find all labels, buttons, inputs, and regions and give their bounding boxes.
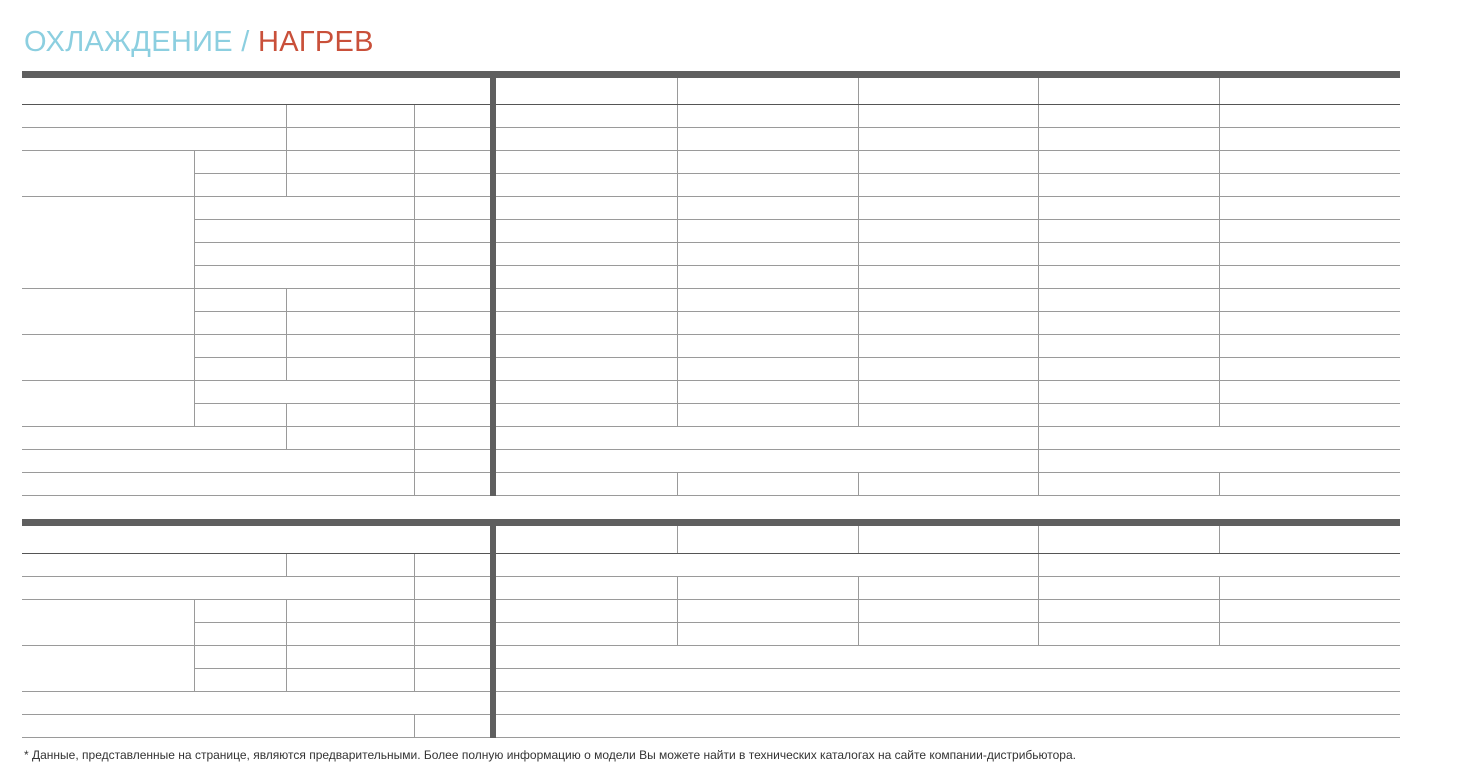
- column-divider: [1219, 105, 1220, 128]
- value-cell: [677, 473, 858, 496]
- column-divider: [677, 174, 678, 197]
- column-divider: [1038, 554, 1039, 577]
- column-divider: [414, 715, 415, 738]
- value-cell: [677, 197, 858, 220]
- value-cell: [1038, 220, 1219, 243]
- column-divider: [858, 473, 859, 496]
- column-divider: [677, 600, 678, 623]
- value-cell: [1219, 404, 1400, 427]
- full-width-value: [496, 669, 1400, 692]
- column-divider: [677, 577, 678, 600]
- row-divider: [22, 150, 490, 151]
- value-cell: [858, 128, 1039, 151]
- column-divider: [858, 404, 859, 427]
- full-width-value: [496, 646, 1400, 669]
- model-header: [1038, 526, 1219, 554]
- value-cell: [1219, 600, 1400, 623]
- column-divider: [286, 105, 287, 128]
- column-divider: [677, 312, 678, 335]
- column-divider: [1219, 381, 1220, 404]
- column-divider: [1038, 358, 1039, 381]
- column-divider: [1038, 526, 1039, 554]
- column-divider: [414, 128, 415, 151]
- column-divider: [677, 473, 678, 496]
- column-divider: [1219, 78, 1220, 105]
- column-divider: [1038, 335, 1039, 358]
- column-divider: [194, 600, 195, 623]
- column-divider: [1038, 78, 1039, 105]
- column-divider: [194, 404, 195, 427]
- value-cell: [858, 151, 1039, 174]
- column-divider: [1219, 266, 1220, 289]
- column-divider: [858, 266, 859, 289]
- merged-value-cell: [1038, 554, 1400, 577]
- column-divider: [1219, 289, 1220, 312]
- column-divider: [286, 358, 287, 381]
- column-divider: [1038, 473, 1039, 496]
- value-cell: [1219, 623, 1400, 646]
- column-divider: [414, 197, 415, 220]
- column-divider: [1038, 577, 1039, 600]
- column-divider: [858, 197, 859, 220]
- value-cell: [1038, 312, 1219, 335]
- value-cell: [858, 243, 1039, 266]
- column-divider: [414, 646, 415, 669]
- value-cell: [496, 220, 677, 243]
- column-divider: [194, 266, 195, 289]
- column-divider: [414, 243, 415, 266]
- row-divider: [22, 127, 490, 128]
- model-header: [858, 78, 1039, 105]
- outdoor-unit-table: [22, 519, 1400, 739]
- column-divider: [677, 335, 678, 358]
- value-cell: [858, 404, 1039, 427]
- value-cell: [677, 128, 858, 151]
- column-divider: [1038, 197, 1039, 220]
- row-divider: [22, 599, 490, 600]
- column-divider: [194, 623, 195, 646]
- value-cell: [1219, 220, 1400, 243]
- column-divider: [1219, 151, 1220, 174]
- merged-value-cell: [1038, 427, 1400, 450]
- value-cell: [858, 266, 1039, 289]
- value-cell: [1038, 197, 1219, 220]
- column-divider: [858, 243, 859, 266]
- column-divider: [1038, 105, 1039, 128]
- value-cell: [677, 381, 858, 404]
- value-cell: [677, 243, 858, 266]
- row-divider: [22, 737, 490, 738]
- page-title: [24, 26, 374, 59]
- value-cell: [496, 473, 677, 496]
- value-cell: [858, 289, 1039, 312]
- row-divider: [22, 288, 490, 289]
- column-divider: [194, 358, 195, 381]
- column-divider: [1038, 427, 1039, 450]
- value-cell: [496, 404, 677, 427]
- column-divider: [858, 174, 859, 197]
- column-divider: [677, 151, 678, 174]
- row-divider: [496, 495, 1400, 496]
- value-cell: [677, 266, 858, 289]
- column-divider: [1038, 243, 1039, 266]
- column-divider: [858, 623, 859, 646]
- value-cell: [1038, 577, 1219, 600]
- column-divider: [858, 128, 859, 151]
- column-divider: [1219, 623, 1220, 646]
- value-cell: [858, 623, 1039, 646]
- column-divider: [286, 312, 287, 335]
- value-cell: [496, 105, 677, 128]
- value-cell: [496, 266, 677, 289]
- value-cell: [677, 577, 858, 600]
- merged-value-cell: [496, 554, 1038, 577]
- column-divider: [1038, 381, 1039, 404]
- value-cell: [1219, 358, 1400, 381]
- row-divider: [22, 426, 490, 427]
- row-divider: [194, 357, 490, 358]
- column-divider: [1219, 197, 1220, 220]
- row-divider: [194, 668, 490, 669]
- value-cell: [858, 473, 1039, 496]
- column-divider: [1219, 174, 1220, 197]
- value-cell: [677, 174, 858, 197]
- value-cell: [1219, 266, 1400, 289]
- column-divider: [286, 174, 287, 197]
- value-cell: [496, 312, 677, 335]
- row-divider: [22, 645, 490, 646]
- column-divider: [414, 105, 415, 128]
- row-divider: [194, 242, 490, 243]
- value-cell: [496, 151, 677, 174]
- column-divider: [1038, 289, 1039, 312]
- column-divider: [677, 197, 678, 220]
- row-divider: [22, 334, 490, 335]
- column-divider: [194, 312, 195, 335]
- value-cell: [858, 335, 1039, 358]
- row-divider: [22, 714, 490, 715]
- column-divider: [677, 78, 678, 105]
- row-divider: [22, 576, 490, 577]
- column-divider: [414, 404, 415, 427]
- value-cell: [1038, 266, 1219, 289]
- column-divider: [858, 105, 859, 128]
- value-cell: [677, 151, 858, 174]
- column-divider: [1038, 450, 1039, 473]
- value-cell: [1219, 577, 1400, 600]
- column-divider: [194, 151, 195, 174]
- row-divider: [194, 219, 490, 220]
- value-cell: [1038, 243, 1219, 266]
- column-divider: [414, 600, 415, 623]
- column-divider: [414, 312, 415, 335]
- column-divider: [677, 623, 678, 646]
- value-cell: [1038, 358, 1219, 381]
- column-divider: [677, 243, 678, 266]
- column-divider: [194, 381, 195, 404]
- value-cell: [1038, 128, 1219, 151]
- column-divider: [414, 174, 415, 197]
- value-cell: [858, 105, 1039, 128]
- column-divider: [1219, 220, 1220, 243]
- column-divider: [1219, 243, 1220, 266]
- value-cell: [496, 174, 677, 197]
- column-divider: [286, 554, 287, 577]
- column-divider: [1219, 312, 1220, 335]
- column-divider: [858, 78, 859, 105]
- column-divider: [858, 577, 859, 600]
- column-divider: [1038, 623, 1039, 646]
- column-divider: [194, 646, 195, 669]
- column-divider: [286, 623, 287, 646]
- model-header: [1219, 78, 1400, 105]
- column-divider: [286, 151, 287, 174]
- row-divider: [194, 173, 490, 174]
- value-cell: [496, 243, 677, 266]
- value-cell: [677, 600, 858, 623]
- column-divider: [414, 623, 415, 646]
- row-divider: [22, 495, 490, 496]
- column-divider: [414, 669, 415, 692]
- column-divider: [414, 220, 415, 243]
- row-divider: [22, 104, 490, 105]
- model-header: [496, 78, 677, 105]
- model-header: [677, 78, 858, 105]
- value-cell: [858, 358, 1039, 381]
- column-divider: [1219, 526, 1220, 554]
- value-cell: [858, 577, 1039, 600]
- column-divider: [414, 266, 415, 289]
- column-divider: [677, 128, 678, 151]
- value-cell: [1219, 335, 1400, 358]
- merged-value-cell: [496, 427, 1038, 450]
- column-divider: [1038, 220, 1039, 243]
- value-cell: [1219, 312, 1400, 335]
- column-divider: [858, 358, 859, 381]
- row-divider: [194, 311, 490, 312]
- title-cooling: ОХЛАЖДЕНИЕ: [24, 26, 233, 58]
- column-divider: [677, 220, 678, 243]
- column-divider: [858, 220, 859, 243]
- column-divider: [1038, 128, 1039, 151]
- column-divider: [194, 197, 195, 220]
- value-cell: [1038, 404, 1219, 427]
- column-divider: [414, 473, 415, 496]
- value-cell: [496, 577, 677, 600]
- merged-value-cell: [496, 450, 1038, 473]
- value-cell: [496, 381, 677, 404]
- row-divider: [22, 380, 490, 381]
- value-cell: [1038, 335, 1219, 358]
- value-cell: [1038, 105, 1219, 128]
- column-divider: [414, 151, 415, 174]
- value-cell: [1038, 289, 1219, 312]
- column-divider: [858, 381, 859, 404]
- column-divider: [1219, 404, 1220, 427]
- column-divider: [414, 289, 415, 312]
- value-cell: [858, 220, 1039, 243]
- column-divider: [1038, 404, 1039, 427]
- column-divider: [858, 289, 859, 312]
- table-top-bar: [22, 519, 1400, 526]
- value-cell: [496, 623, 677, 646]
- value-cell: [677, 358, 858, 381]
- column-divider: [677, 358, 678, 381]
- column-divider: [1038, 174, 1039, 197]
- value-cell: [858, 174, 1039, 197]
- column-divider: [194, 243, 195, 266]
- value-cell: [496, 358, 677, 381]
- column-divider: [677, 105, 678, 128]
- column-divider: [286, 289, 287, 312]
- row-divider: [194, 265, 490, 266]
- value-cell: [1038, 381, 1219, 404]
- column-divider: [677, 526, 678, 554]
- value-cell: [1219, 105, 1400, 128]
- value-cell: [677, 404, 858, 427]
- value-cell: [1219, 174, 1400, 197]
- value-cell: [1219, 243, 1400, 266]
- row-divider: [194, 622, 490, 623]
- value-cell: [1038, 151, 1219, 174]
- model-header: [496, 526, 677, 554]
- column-divider: [677, 381, 678, 404]
- value-cell: [496, 197, 677, 220]
- column-divider: [1219, 358, 1220, 381]
- row-divider: [496, 737, 1400, 738]
- value-cell: [1038, 600, 1219, 623]
- full-width-value: [496, 715, 1400, 738]
- column-divider: [286, 669, 287, 692]
- value-cell: [677, 335, 858, 358]
- column-divider: [194, 335, 195, 358]
- column-divider: [1219, 473, 1220, 496]
- table-top-bar: [22, 71, 1400, 78]
- merged-value-cell: [1038, 450, 1400, 473]
- value-cell: [496, 128, 677, 151]
- value-cell: [1038, 174, 1219, 197]
- column-divider: [677, 266, 678, 289]
- value-cell: [858, 381, 1039, 404]
- value-cell: [1219, 151, 1400, 174]
- column-divider: [677, 404, 678, 427]
- column-divider: [858, 312, 859, 335]
- value-cell: [677, 312, 858, 335]
- model-header: [858, 526, 1039, 554]
- indoor-unit-table: [22, 71, 1400, 495]
- model-header: [1038, 78, 1219, 105]
- column-divider: [858, 526, 859, 554]
- column-divider: [286, 427, 287, 450]
- value-cell: [1219, 128, 1400, 151]
- row-divider: [22, 553, 490, 554]
- column-divider: [414, 358, 415, 381]
- row-divider: [194, 403, 490, 404]
- value-cell: [496, 289, 677, 312]
- row-divider: [22, 449, 490, 450]
- column-divider: [858, 151, 859, 174]
- column-divider: [414, 450, 415, 473]
- column-divider: [1219, 335, 1220, 358]
- column-divider: [286, 335, 287, 358]
- column-divider: [414, 381, 415, 404]
- column-divider: [286, 600, 287, 623]
- column-divider: [1038, 151, 1039, 174]
- column-divider: [194, 220, 195, 243]
- value-cell: [858, 600, 1039, 623]
- value-cell: [858, 312, 1039, 335]
- column-divider: [414, 335, 415, 358]
- column-divider: [1038, 266, 1039, 289]
- column-divider: [1038, 600, 1039, 623]
- column-divider: [1219, 128, 1220, 151]
- model-header: [677, 526, 858, 554]
- value-cell: [1219, 197, 1400, 220]
- column-divider: [1038, 312, 1039, 335]
- column-divider: [414, 427, 415, 450]
- column-divider: [1219, 577, 1220, 600]
- column-divider: [194, 174, 195, 197]
- title-separator: /: [232, 26, 258, 58]
- value-cell: [1219, 289, 1400, 312]
- row-divider: [22, 691, 490, 692]
- row-divider: [22, 472, 490, 473]
- title-heating: НАГРЕВ: [257, 26, 374, 58]
- column-divider: [414, 554, 415, 577]
- column-divider: [677, 289, 678, 312]
- footnote: * Данные, представленные на странице, являются предварительными. Более полную информацию о модели Вы можете найти в технических каталогах на сайте компании-дистрибьютора.: [24, 748, 1076, 762]
- value-cell: [1038, 623, 1219, 646]
- full-width-value: [496, 692, 1400, 715]
- column-divider: [194, 669, 195, 692]
- column-divider: [286, 128, 287, 151]
- model-header: [1219, 526, 1400, 554]
- column-divider: [858, 600, 859, 623]
- column-divider: [414, 577, 415, 600]
- value-cell: [677, 289, 858, 312]
- value-cell: [677, 220, 858, 243]
- value-cell: [1219, 473, 1400, 496]
- column-divider: [286, 646, 287, 669]
- column-divider: [286, 404, 287, 427]
- column-divider: [1219, 600, 1220, 623]
- value-cell: [1219, 381, 1400, 404]
- value-cell: [677, 105, 858, 128]
- value-cell: [858, 197, 1039, 220]
- value-cell: [496, 600, 677, 623]
- value-cell: [677, 623, 858, 646]
- value-cell: [496, 335, 677, 358]
- column-divider: [194, 289, 195, 312]
- row-divider: [22, 196, 490, 197]
- column-divider: [858, 335, 859, 358]
- value-cell: [1038, 473, 1219, 496]
